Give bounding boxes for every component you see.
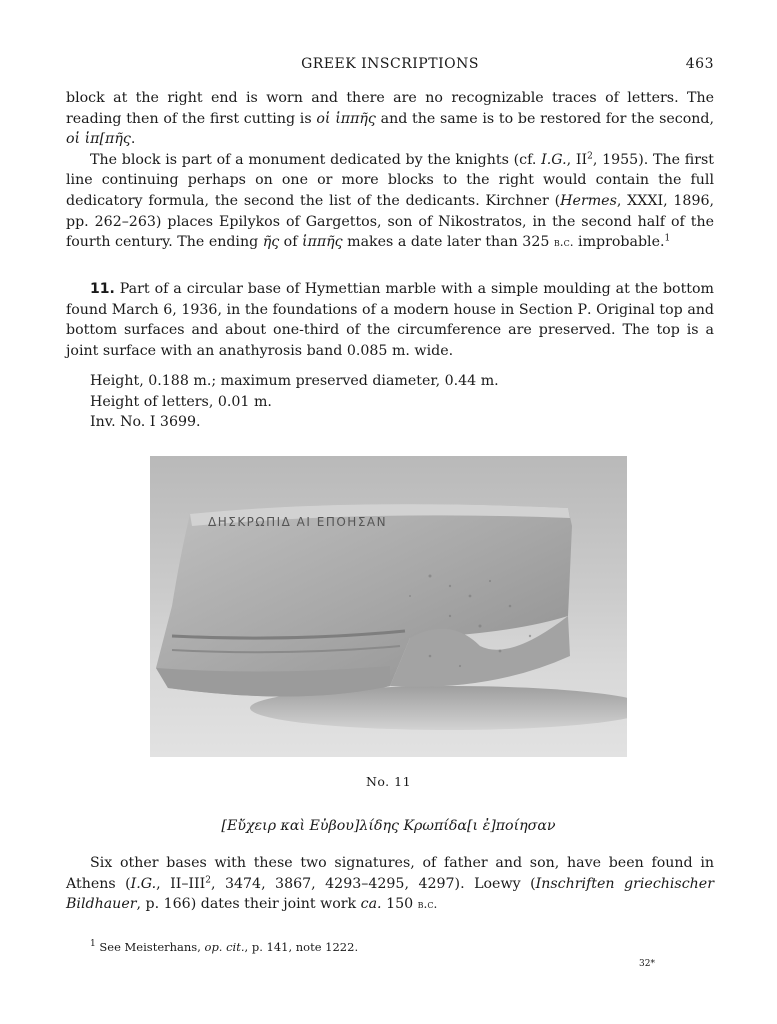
photograph-inscribed-base bbox=[150, 456, 627, 757]
running-head-title: GREEK INSCRIPTIONS bbox=[301, 56, 479, 72]
figure-caption: No. 11 bbox=[365, 774, 412, 789]
signature-mark: 32* bbox=[639, 959, 655, 969]
entry-number: 11. bbox=[90, 281, 115, 297]
greek-hippes: οἱ ἱππῆς bbox=[316, 110, 376, 127]
paragraph-3: Six other bases with these two signatures, of father and son, have been found in Athens (I.G., II–III$^2$, 3474, 3867, 4293–4295, 4297). Loewy (Inschriften griechischer Bildhauer, p. 166) dates their joint work ca. 150 b.c. bbox=[66, 855, 714, 913]
spec-letter-height: Height of letters, 0.01 m. bbox=[90, 393, 272, 410]
photo-illustration bbox=[150, 456, 627, 757]
spec-height: Height, 0.188 m.; maximum preserved diameter, 0.44 m. bbox=[90, 373, 499, 389]
spec-inventory: Inv. No. I 3699. bbox=[90, 414, 201, 431]
footnote-ref: 1 bbox=[664, 233, 671, 244]
paragraph-2: The block is part of a monument dedicated by the knights (cf. I.G., $II^2$, 1955). The first line continuing perhaps on one or more blocks to the right would contain the full dedicatory formula, the second the list of the dedicants. Kirchner (Hermes, XXXI, 1896, pp. 262–263) places Epilykos of Gargettos, son of Nikostratos, in the second half of the fourth century. The ending ῆς of ἱππῆς makes a date later than 325 b.c. improbable.$^1$ bbox=[66, 151, 715, 251]
entry-specs bbox=[90, 371, 499, 433]
paragraph-1: block at the right end is worn and there are no recognizable traces of letters. The reading then of the first cutting is οἱ ἱππῆς and the same is to be restored for the second, οἱ ἱπ[πῆς. bbox=[66, 90, 714, 148]
entry-11 bbox=[66, 279, 714, 361]
page-number: 463 bbox=[685, 56, 714, 72]
footnote: $^1$ See Meisterhans, op. cit., p. 141, note 1222. bbox=[90, 939, 359, 954]
greek-inscription-text: [Εὔχειρ καὶ Εὐβου]λίδης Κρωπίδα[ι ἐ]ποίησαν bbox=[221, 818, 556, 834]
paragraph-continuation bbox=[66, 88, 714, 253]
entry-11-description: 11. Part of a circular base of Hymettian marble with a simple moulding at the bottom found March 6, 1936, in the foundations of a modern house in Section Ρ. Original top and bottom surfaces and about one-third of the circumference are preserved. The top is a joint surface with an anathyrosis band 0.085 m. wide. bbox=[66, 281, 714, 359]
greek-hip-restored: οἱ ἱπ[πῆς bbox=[66, 131, 131, 148]
book-title: Inschriften griechischer Bildhauer bbox=[66, 875, 714, 913]
stone-inscription: ΔΗΣΚΡΩΠΙΔ ΑΙ ΕΠΟΗΣΑΝ bbox=[208, 515, 388, 529]
